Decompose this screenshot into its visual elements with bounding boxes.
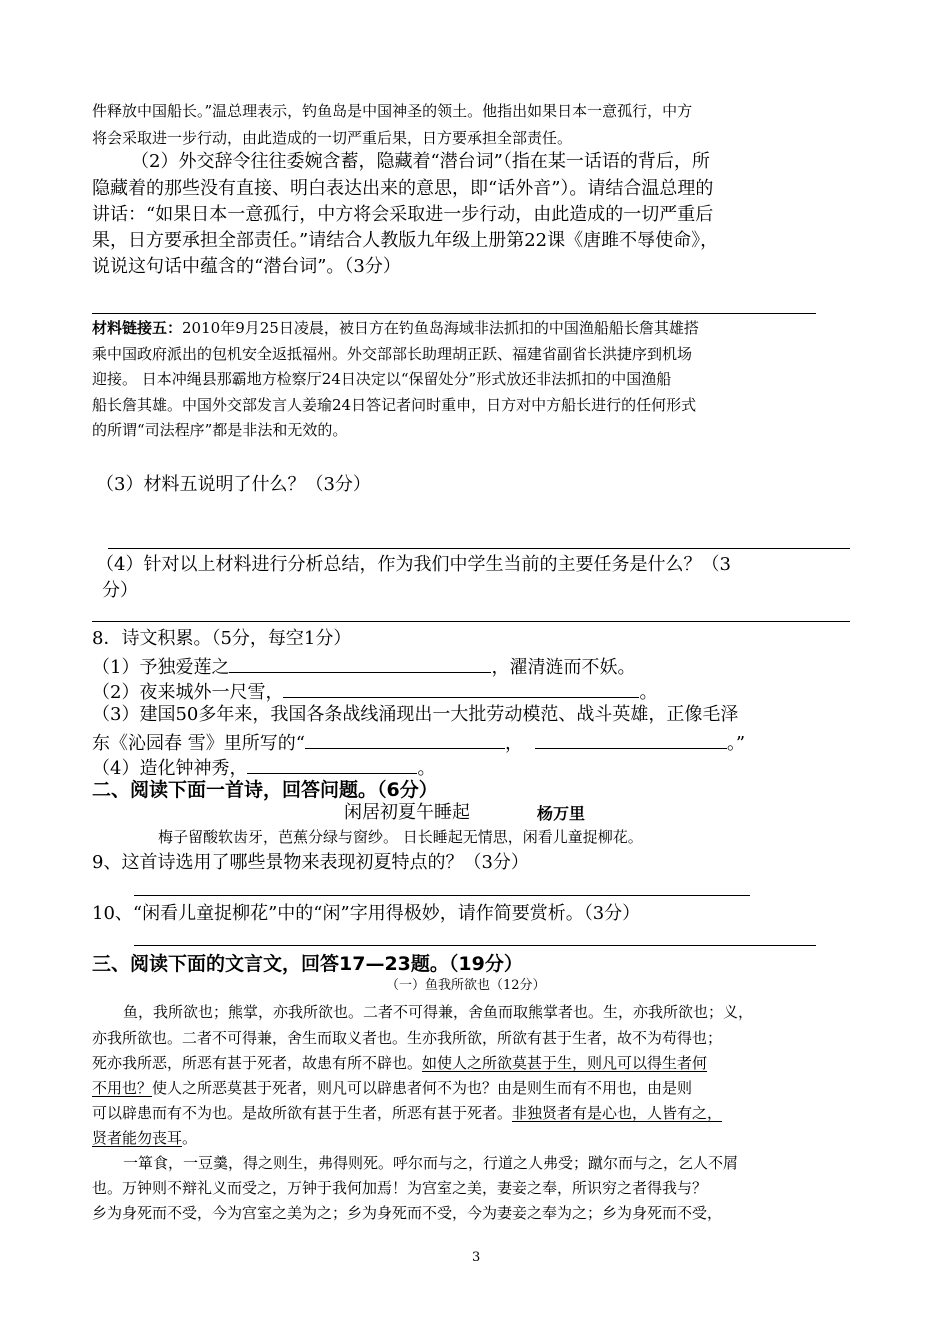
top-line-2: 将会采取进一步行动，由此造成的一切严重后果，日方要承担全部责任。 <box>92 129 573 147</box>
q2-line-2: 隐藏着的那些没有直接、明白表达出来的意思，即“话外音”）。请结合温总理的 <box>92 178 714 199</box>
material5-line-3: 迎接。 日本冲绳县那霸地方检察厅24日决定以“保留处分”形式放还非法抓扣的中国渔船 <box>92 370 672 388</box>
q2-line-1: （2）外交辞令往往委婉含蓄，隐藏着“潜台词”（指在某一话语的背后，所 <box>131 151 710 172</box>
q8-blank-3[interactable] <box>305 732 505 749</box>
page-number: 3 <box>472 1250 481 1265</box>
q3-text: （3）材料五说明了什么？（3分） <box>96 474 371 495</box>
answer-line-q3[interactable] <box>108 548 850 549</box>
q8-item-4-suffix: 。 <box>417 758 436 779</box>
q8-item-4 <box>92 757 435 778</box>
q8-item-3-suffix: 。” <box>726 733 746 754</box>
underlined-sentence-2a: 非独贤者有是心也，人皆有之， <box>512 1104 723 1122</box>
poem-title: 闲居初夏午睡起 <box>344 802 470 823</box>
top-line-1: 件释放中国船长。”温总理表示，钓鱼岛是中国神圣的领土。他指出如果日本一意孤行，中方 <box>92 102 693 120</box>
answer-line-q2[interactable] <box>92 313 816 314</box>
q2-line-3: 讲话：“如果日本一意孤行，中方将会采取进一步行动，由此造成的一切严重后 <box>92 204 714 225</box>
q8-item-2-suffix: 。 <box>639 682 658 703</box>
q8-blank-5[interactable] <box>247 757 417 774</box>
q8-item-1-prefix: （1）予独爱莲之 <box>92 657 230 678</box>
material5-line-4: 船长詹其雄。中国外交部发言人姜瑜24日答记者问时重申，日方对中方船长进行的任何形式 <box>92 396 697 414</box>
passage-p1-line-3 <box>92 1056 707 1071</box>
section2-heading: 二、阅读下面一首诗，回答问题。（6分） <box>92 779 438 801</box>
q8-title: 8．诗文积累。（5分，每空1分） <box>92 628 352 649</box>
underlined-sentence-1a: 如使人之所欲莫甚于生，则凡可以得生者何 <box>422 1054 708 1072</box>
passage-p1-line-5a: 可以辟患而有不为也。是故所欲有甚于生者，所恶有甚于死者。 <box>92 1104 513 1122</box>
passage-p2-line-1: 一箪食，一豆羹，得之则生，弗得则死。呼尔而与之，行道之人弗受；蹴尔而与之，乞人不屑 <box>123 1154 739 1172</box>
answer-line-q10[interactable] <box>134 945 816 946</box>
q4-line-2: 分） <box>102 580 138 601</box>
q8-item-1 <box>92 656 635 677</box>
poem-author: 杨万里 <box>537 804 586 823</box>
underlined-sentence-1b: 不用也？ <box>92 1079 153 1097</box>
q8-item-1-suffix: ，濯清涟而不妖。 <box>491 657 636 678</box>
passage-p1-line-5 <box>92 1106 722 1121</box>
section3-subheading: （一）鱼我所欲也（12分） <box>386 978 546 993</box>
passage-p1-line-1: 鱼，我所欲也；熊掌，亦我所欲也。二者不可得兼，舍鱼而取熊掌者也。生，亦我所欲也；义， <box>123 1003 754 1021</box>
passage-p1-line-6-end: 。 <box>182 1129 198 1147</box>
q8-item-3-prefix: 东《沁园春 雪》里所写的“ <box>92 733 305 754</box>
material5-line-2: 乘中国政府派出的包机安全返抵福州。外交部部长助理胡正跃、福建省副省长洪捷序到机场 <box>92 345 693 363</box>
q8-item-3-line-1: （3）建国50多年来，我国各条战线涌现出一大批劳动模范、战斗英雄，正像毛泽 <box>92 704 739 725</box>
material5-line-1 <box>92 321 699 336</box>
passage-p1-line-2: 亦我所欲也。二者不可得兼，舍生而取义者也。生亦我所欲，所欲有甚于生者，故不为苟得也； <box>92 1029 723 1047</box>
passage-p1-line-4b: 使人之所恶莫甚于死者，则凡可以辟患者何不为也？由是则生而有不用也，由是则 <box>152 1079 693 1097</box>
q8-blank-1[interactable] <box>229 656 491 673</box>
passage-p2-line-3: 乡为身死而不受，今为宫室之美为之；乡为身死而不受，今为妻妾之奉为之；乡为身死而不受， <box>92 1204 723 1222</box>
section3-heading: 三、阅读下面的文言文，回答17—23题。（19分） <box>92 953 523 975</box>
answer-line-q9[interactable] <box>134 895 750 896</box>
material5-label: 材料链接五： <box>92 319 183 337</box>
q8-item-3-line-2 <box>92 732 745 753</box>
q10-text: 10、“闲看儿童捉柳花”中的“闲”字用得极妙，请作简要赏析。（3分） <box>92 903 641 924</box>
q8-item-3-comma: ， <box>504 733 523 754</box>
passage-p2-line-2: 也。万钟则不辩礼义而受之，万钟于我何加焉！为宫室之美，妻妾之奉，所识穷之者得我与？ <box>92 1179 708 1197</box>
q8-item-2 <box>92 681 657 702</box>
material5-first: 2010年9月25日凌晨，被日方在钓鱼岛海域非法抓扣的中国渔船船长詹其雄搭 <box>182 319 699 337</box>
q8-blank-2[interactable] <box>283 681 639 698</box>
material5-line-5: 的所谓“司法程序”都是非法和无效的。 <box>92 421 348 439</box>
q8-blank-4[interactable] <box>535 732 727 749</box>
q2-line-4: 果，日方要承担全部责任。”请结合人教版九年级上册第22课《唐雎不辱使命》， <box>92 230 719 251</box>
passage-p1-line-6 <box>92 1131 197 1146</box>
q2-line-5: 说说这句话中蕴含的“潜台词”。（3分） <box>92 256 401 277</box>
answer-line-q4[interactable] <box>92 621 850 622</box>
q8-item-2-prefix: （2）夜来城外一尺雪， <box>92 682 284 703</box>
passage-p1-line-4 <box>92 1081 692 1096</box>
q8-item-4-prefix: （4）造化钟神秀， <box>92 758 248 779</box>
q4-line-1: （4）针对以上材料进行分析总结，作为我们中学生当前的主要任务是什么？（3 <box>96 554 731 575</box>
underlined-sentence-2b: 贤者能勿丧耳 <box>92 1129 183 1147</box>
q9-text: 9、这首诗选用了哪些景物来表现初夏特点的？（3分） <box>92 852 529 873</box>
passage-p1-line-3a: 死亦我所恶，所恶有甚于死者，故患有所不辟也。 <box>92 1054 423 1072</box>
poem-text: 梅子留酸软齿牙，芭蕉分绿与窗纱。 日长睡起无情思，闲看儿童捉柳花。 <box>158 828 643 846</box>
